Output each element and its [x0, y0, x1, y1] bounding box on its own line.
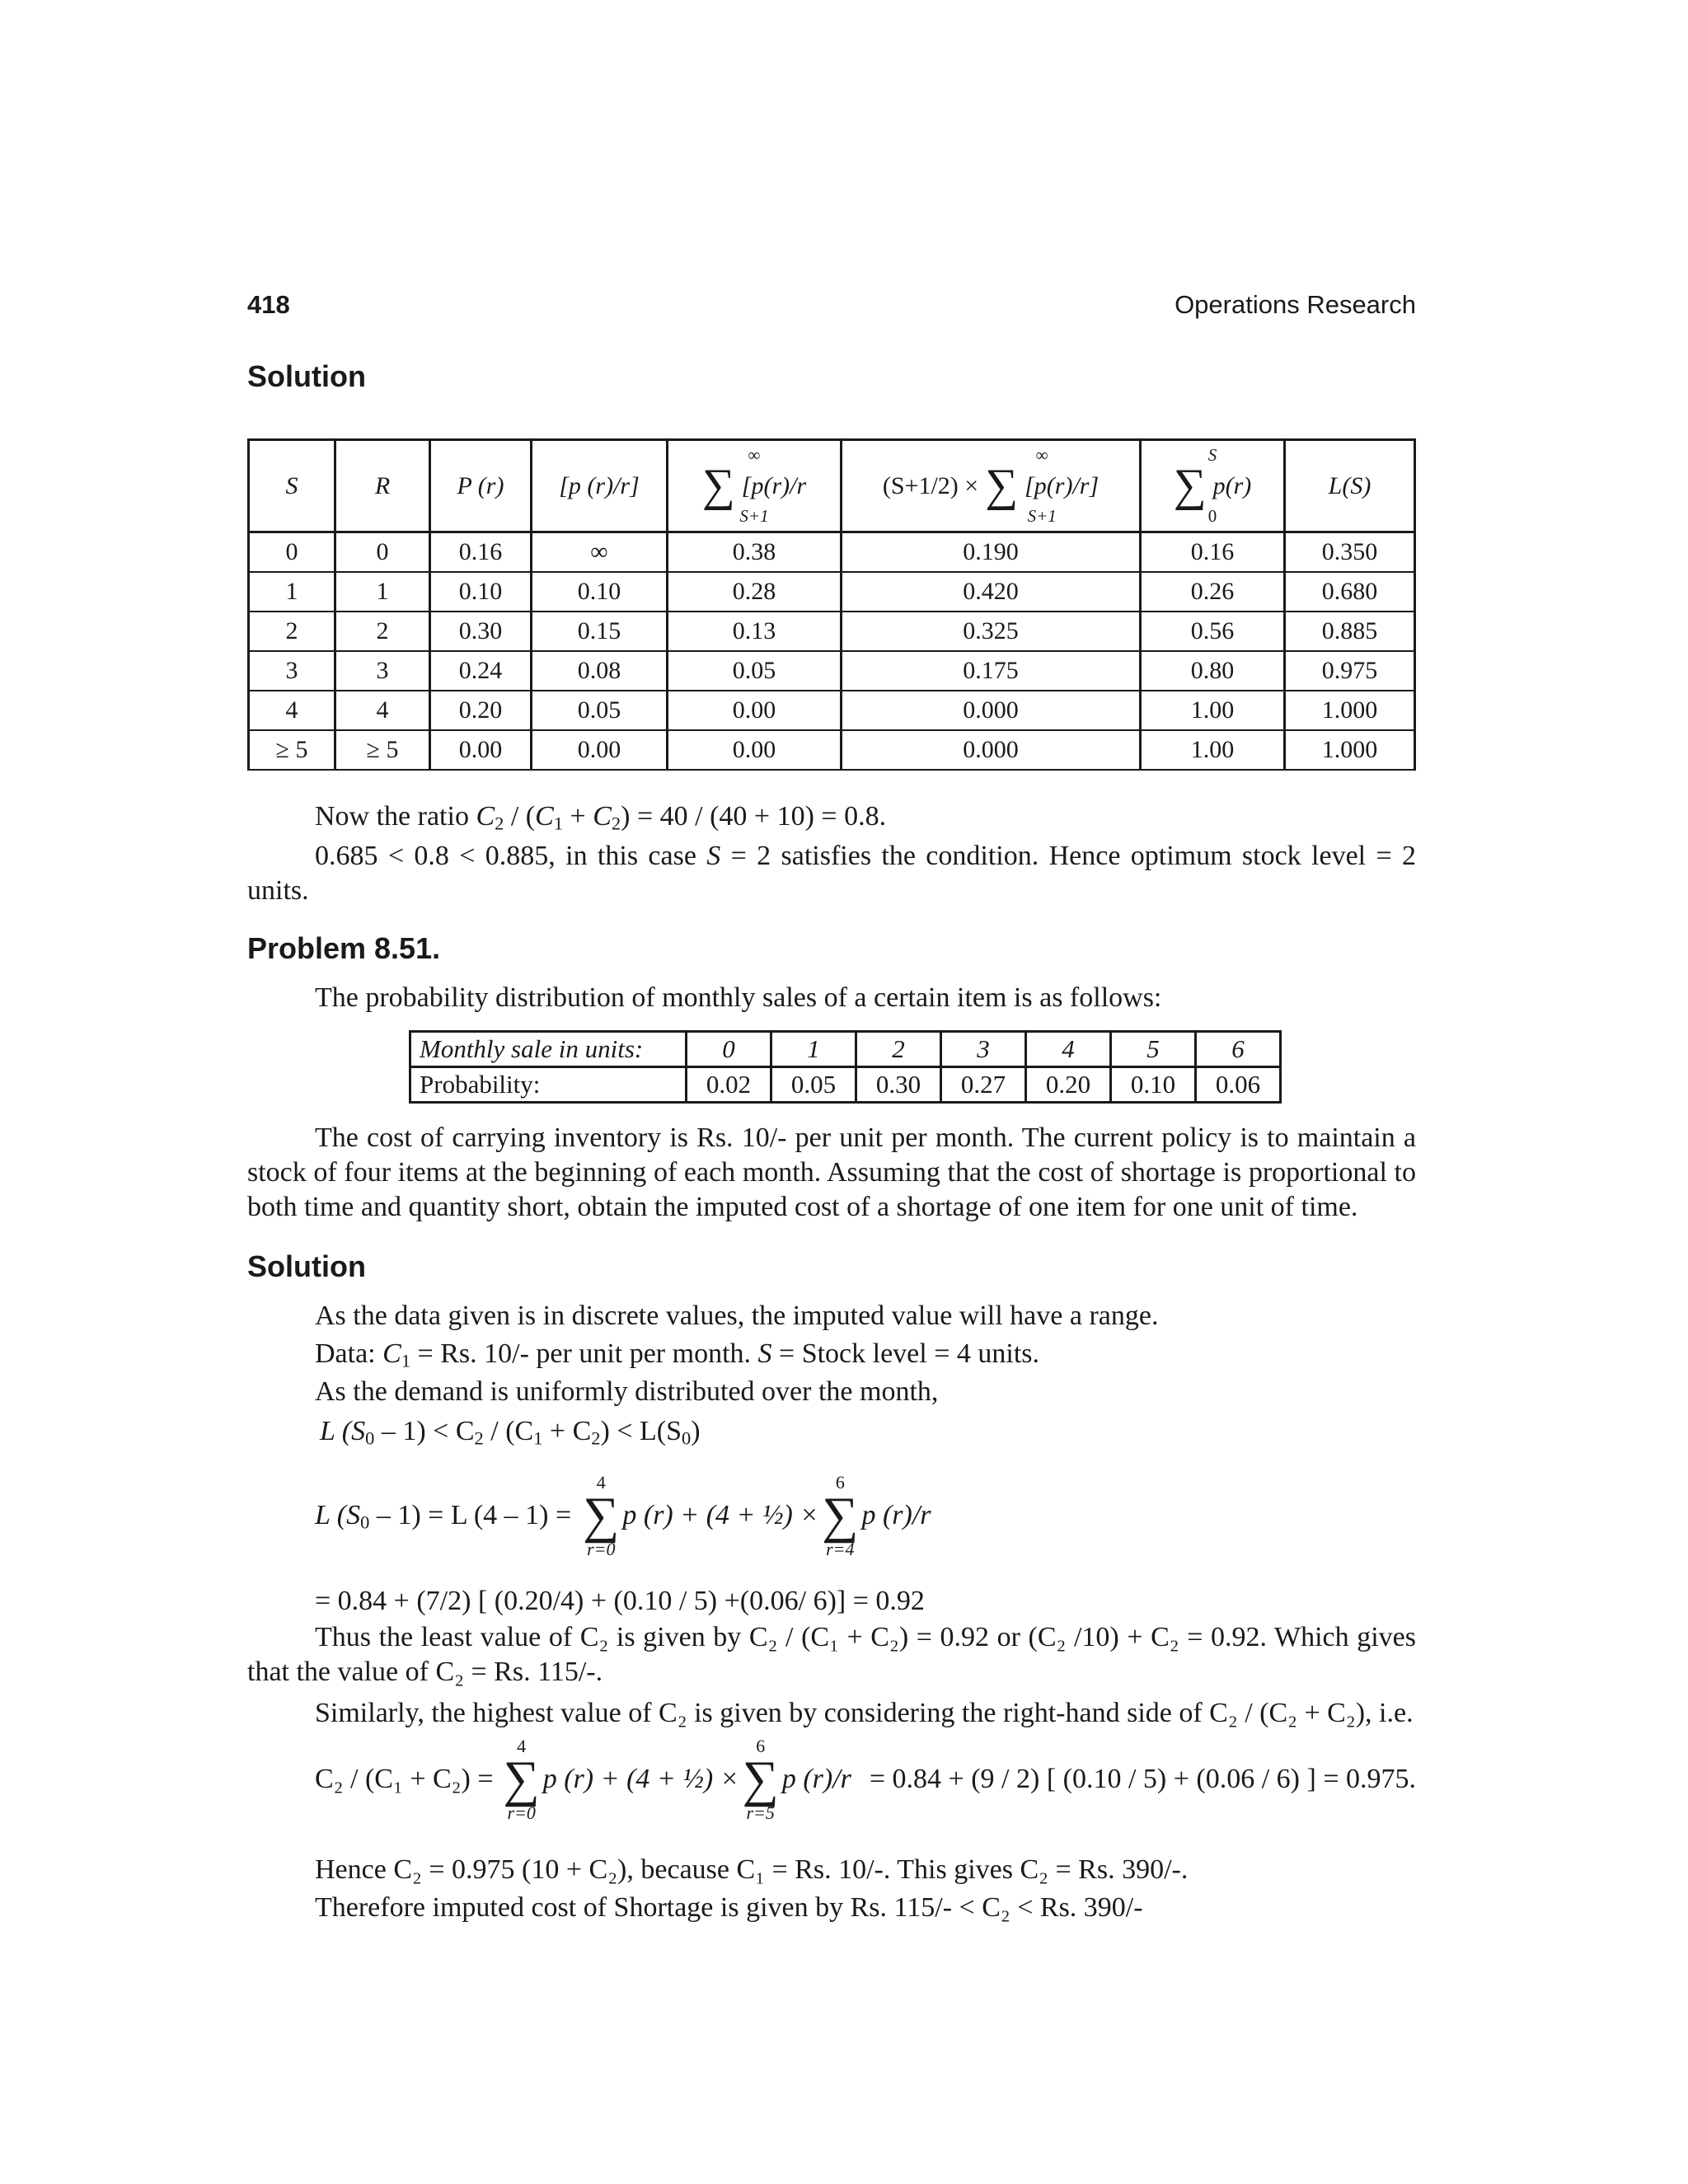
calculation-1: = 0.84 + (7/2) [ (0.20/4) + (0.10 / 5) +(0.06/ 6)] = 0.92 — [315, 1586, 925, 1616]
cell-pr: 0.20 — [430, 691, 532, 730]
probability-row — [410, 1067, 1281, 1103]
optimum-stock-line: 0.685 < 0.8 < 0.885, in this case S = 2 satisfies the condition. Hence optimum stock level = 2 units. — [247, 841, 1416, 906]
sigma-symbol: ∑ — [1173, 459, 1207, 511]
header-pr: P (r) — [430, 440, 532, 532]
solution-heading: Solution — [247, 359, 366, 393]
cell-tail-sum: 0.13 — [668, 612, 842, 651]
cell-ls: 0.680 — [1285, 572, 1415, 612]
cell-cumulative-sum: 0.16 — [1141, 532, 1285, 573]
sigma-symbol: ∑ — [985, 459, 1019, 511]
least-value-line: Thus the least value of C₂ is given by C₂ / (C₁ + C₂) = 0.92 or (C₂ /10) + C₂ = 0.92. Which gives that the value of C₂ = Rs. 115/-. — [247, 1622, 1416, 1687]
sale-value: 6 — [1196, 1032, 1281, 1067]
probability-label: Probability: — [410, 1067, 687, 1103]
cell-pr-over-r: 0.08 — [532, 651, 668, 691]
solution2-heading: Solution — [247, 1249, 366, 1283]
cell-ls: 0.975 — [1285, 651, 1415, 691]
cell-cumulative-sum: 0.26 — [1141, 572, 1285, 612]
cell-weighted-sum: 0.190 — [842, 532, 1141, 573]
problem-intro: The probability distribution of monthly sales of a certain item is as follows: — [315, 982, 1162, 1013]
cell-s: ≥ 5 — [249, 730, 335, 770]
cell-s: 3 — [249, 651, 335, 691]
running-title: Operations Research — [1175, 290, 1416, 319]
equation-1: L $(S_0 - 1) = L$ (4 – 1) = 4 ∑ r=0 p (r) + (4 + ½) × 6 ∑ r=4 p (r)/r — [315, 1472, 931, 1559]
header-weighted-sum: (S+1/2) × ∞ ∑ [p(r)/r] S+1 — [842, 440, 1141, 532]
header-ls: L(S) — [1285, 440, 1415, 532]
cell-pr-over-r: ∞ — [532, 532, 668, 573]
sale-value: 2 — [856, 1032, 941, 1067]
cell-pr-over-r: 0.15 — [532, 612, 668, 651]
probability-value: 0.06 — [1196, 1067, 1281, 1103]
header-pr-over-r: [p (r)/r] — [532, 440, 668, 532]
cell-cumulative-sum: 1.00 — [1141, 691, 1285, 730]
header-s: S — [249, 440, 335, 532]
cell-s: 0 — [249, 532, 335, 573]
cell-weighted-sum: 0.420 — [842, 572, 1141, 612]
solution2-data-line: Data: $C_1 = Rs$. 10/- per unit per month. S = Stock level = 4 units. — [315, 1338, 1040, 1371]
page-number: 418 — [247, 290, 290, 319]
cell-pr-over-r: 0.00 — [532, 730, 668, 770]
distribution-table — [409, 1030, 1282, 1104]
cell-s: 2 — [249, 612, 335, 651]
sigma-symbol: ∑ — [701, 459, 735, 511]
cell-ls: 0.885 — [1285, 612, 1415, 651]
highest-value-line: Similarly, the highest value of C₂ is given by considering the right-hand side of C₂ / (C₂ + C₂), i.e. — [315, 1698, 1414, 1728]
table-header-row — [249, 440, 1415, 532]
table-row — [249, 691, 1415, 730]
cell-r: 0 — [335, 532, 430, 573]
cell-r: 2 — [335, 612, 430, 651]
cell-cumulative-sum: 0.80 — [1141, 651, 1285, 691]
probability-value: 0.20 — [1026, 1067, 1111, 1103]
probability-value: 0.10 — [1111, 1067, 1196, 1103]
final-line: Therefore imputed cost of Shortage is given by Rs. 115/- < C₂ < Rs. 390/- — [315, 1892, 1143, 1923]
sales-row — [410, 1032, 1281, 1067]
sale-value: 5 — [1111, 1032, 1196, 1067]
table-row — [249, 572, 1415, 612]
cell-ls: 1.000 — [1285, 691, 1415, 730]
cell-tail-sum: 0.38 — [668, 532, 842, 573]
cell-pr: 0.30 — [430, 612, 532, 651]
sale-value: 3 — [941, 1032, 1026, 1067]
sale-value: 1 — [771, 1032, 856, 1067]
cell-r: 3 — [335, 651, 430, 691]
sigma-symbol: ∑ — [742, 1751, 779, 1807]
cell-ls: 0.350 — [1285, 532, 1415, 573]
table-row — [249, 651, 1415, 691]
cell-r: 4 — [335, 691, 430, 730]
table-row — [249, 730, 1415, 770]
cell-tail-sum: 0.05 — [668, 651, 842, 691]
equation-2: C₂ / (C₁ + C₂) = 4 ∑ r=0 p (r) + (4 + ½) × 6 ∑ r=5 p (r)/r = 0.84 + (9 / 2) [ (0.10 / 5) + (0.06 / 6) ] = 0.975. — [315, 1736, 1416, 1823]
problem-heading: Problem 8.51. — [247, 931, 441, 965]
cell-weighted-sum: 0.325 — [842, 612, 1141, 651]
sales-label: Monthly sale in units: — [410, 1032, 687, 1067]
inequality-line: L $(S_0 - 1) < C_2 / (C_1 + C_2) < L(S_0)$ — [320, 1416, 701, 1449]
sigma-symbol: ∑ — [503, 1751, 540, 1807]
header-r: R — [335, 440, 430, 532]
sale-value: 4 — [1026, 1032, 1111, 1067]
cell-pr-over-r: 0.05 — [532, 691, 668, 730]
cell-pr-over-r: 0.10 — [532, 572, 668, 612]
cell-weighted-sum: 0.175 — [842, 651, 1141, 691]
solution2-line3: As the demand is uniformly distributed over the month, — [315, 1376, 939, 1407]
cell-cumulative-sum: 0.56 — [1141, 612, 1285, 651]
probability-value: 0.27 — [941, 1067, 1026, 1103]
sigma-symbol: ∑ — [583, 1488, 620, 1544]
probability-value: 0.30 — [856, 1067, 941, 1103]
probability-value: 0.02 — [687, 1067, 771, 1103]
cell-tail-sum: 0.00 — [668, 691, 842, 730]
problem-statement: The cost of carrying inventory is Rs. 10/- per unit per month. The current policy is to maintain a stock of four items at the beginning of each month. Assuming that the cost of shortage is proportional to both time and quantity short, obtain the imputed cost of a shortage of one item for one unit of time. — [247, 1122, 1416, 1222]
ratio-line: Now the ratio $C_2 / (C_1 + C_2) = 40 / (40 + 10) = 0.8$. — [315, 801, 887, 834]
cell-weighted-sum: 0.000 — [842, 691, 1141, 730]
cell-pr: 0.16 — [430, 532, 532, 573]
header-tail-sum: ∞ ∑ [p(r)/r S+1 — [668, 440, 842, 532]
cell-tail-sum: 0.00 — [668, 730, 842, 770]
cell-weighted-sum: 0.000 — [842, 730, 1141, 770]
cell-ls: 1.000 — [1285, 730, 1415, 770]
cell-pr: 0.24 — [430, 651, 532, 691]
table-row — [249, 612, 1415, 651]
cell-r: 1 — [335, 572, 430, 612]
cell-pr: 0.00 — [430, 730, 532, 770]
sale-value: 0 — [687, 1032, 771, 1067]
table-row — [249, 532, 1415, 573]
cell-s: 4 — [249, 691, 335, 730]
header-cumulative-sum: S ∑ p(r) 0 — [1141, 440, 1285, 532]
cell-cumulative-sum: 1.00 — [1141, 730, 1285, 770]
cell-pr: 0.10 — [430, 572, 532, 612]
cell-tail-sum: 0.28 — [668, 572, 842, 612]
sigma-symbol: ∑ — [822, 1488, 859, 1544]
probability-value: 0.05 — [771, 1067, 856, 1103]
solution2-line1: As the data given is in discrete values, the imputed value will have a range. — [315, 1301, 1159, 1331]
cell-s: 1 — [249, 572, 335, 612]
cell-r: ≥ 5 — [335, 730, 430, 770]
solution-table — [247, 438, 1416, 771]
hence-line: Hence C₂ = 0.975 (10 + C₂), because C₁ = Rs. 10/-. This gives C₂ = Rs. 390/-. — [315, 1854, 1189, 1885]
